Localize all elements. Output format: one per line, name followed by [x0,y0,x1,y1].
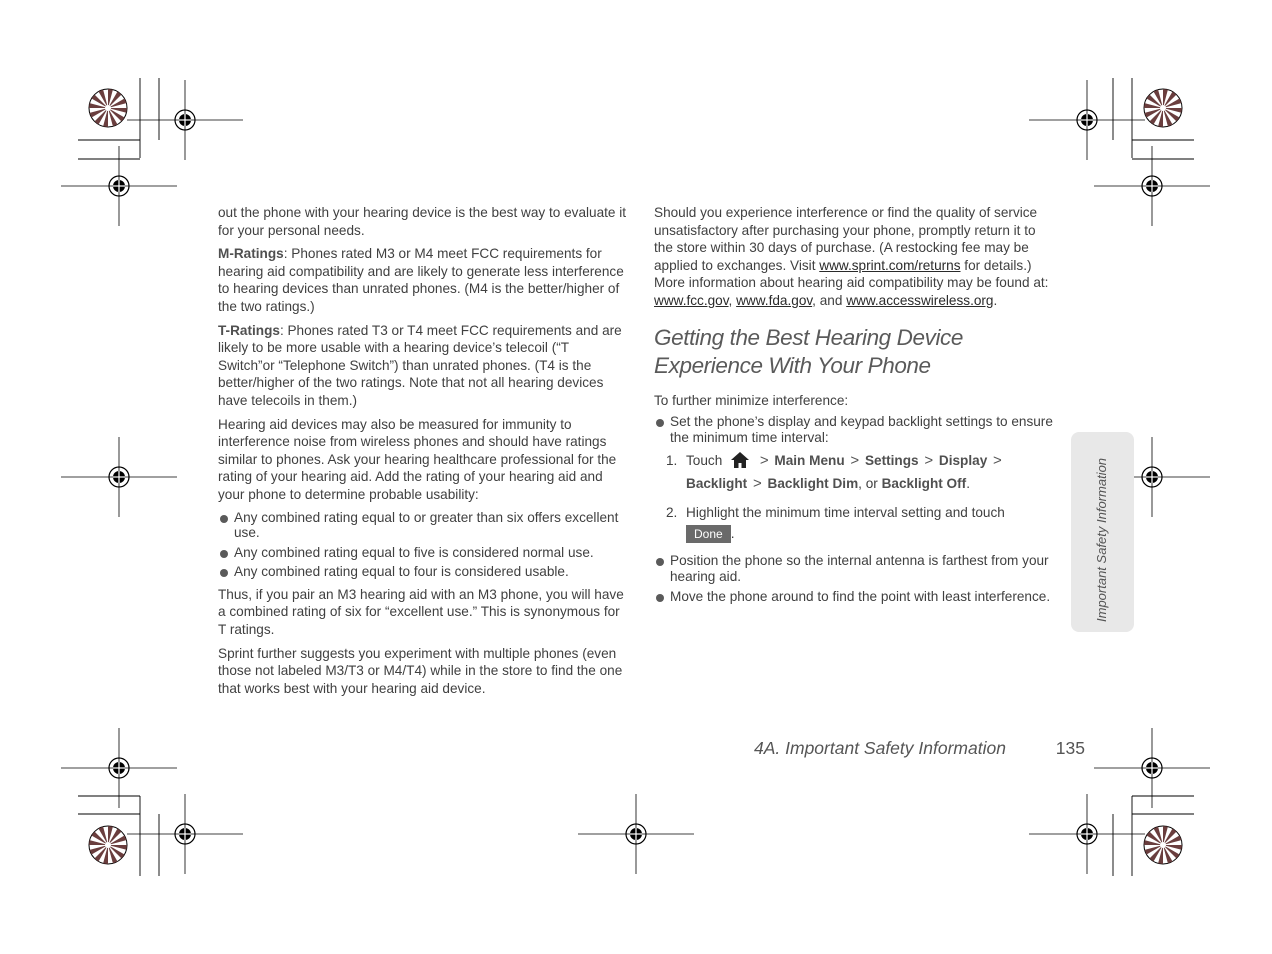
footer-section-title: 4A. Important Safety Information [754,738,1006,758]
m-ratings-label: M-Ratings [218,246,284,262]
left-column [218,204,628,703]
step-number: 2. [666,505,678,521]
t-ratings-label: T-Ratings [218,322,280,338]
section-intro: To further minimize interference: [654,392,849,408]
menu-display[interactable]: Display [938,453,988,469]
list-item: Set the phone’s display and keypad backlight settings to ensure the minimum time interval: [654,414,1054,445]
list-item: Any combined rating equal to four is considered usable. [218,564,628,580]
period: . [993,292,998,308]
return-text-b: for details.) More information about hearing aid compatibility may be found at: [654,257,1049,291]
fda-link[interactable]: www.fda.gov [736,292,813,308]
chevron-separator: > [752,475,762,493]
section-heading [654,324,1054,380]
menu-main-menu[interactable]: Main Menu [774,453,845,469]
step-2-text: Highlight the minimum time interval setting and touch [686,505,1005,521]
suggestion-paragraph: Sprint further suggests you experiment with multiple phones (even those not labeled M3/T3 or M4/T4) while in the store to find the one that works best with your hearing aid device. [218,645,623,696]
list-item: Any combined rating equal to or greater than six offers excellent use. [218,510,628,541]
return-paragraph [654,204,1054,310]
fcc-link[interactable]: www.fcc.gov [654,292,729,308]
right-column [654,204,1054,608]
menu-backlight-off[interactable]: Backlight Off [881,476,967,492]
step-touch-text: Touch [686,453,723,469]
intro-paragraph: out the phone with your hearing device is the best way to evaluate it for your personal needs. [218,205,627,238]
heading-line-1: Getting the Best Hearing Device [654,324,964,350]
step-1 [654,451,1054,493]
separator: , [728,292,737,308]
period: . [966,476,970,492]
chevron-separator: > [759,452,769,470]
period: . [730,526,735,542]
example-paragraph: Thus, if you pair an M3 hearing aid with an M3 phone, you will have a combined rating of six for “excellent use.” This is synonymous for T ratings. [218,586,624,638]
m-ratings-text: : Phones rated M3 or M4 meet FCC requirements for hearing aid compatibility and are likely to generate less interference to hearing devices than unrated phones. (M4 is the better/higher of the two ratings.) [218,246,624,314]
or-text: , or [858,476,882,492]
step-2 [654,503,1054,543]
accesswireless-link[interactable]: www.accesswireless.org [846,292,994,308]
t-ratings-text: : Phones rated T3 or T4 meet FCC requirements and are likely to be more usable with a hearing device’s telecoil (“T Switch”or “Telephone Switch”) than unrated phones. (T4 is the better/higher of the two ratings. Note that not all hearing devices have telecoils in them.) [218,322,622,408]
immunity-paragraph: Hearing aid devices may also be measured for immunity to interference noise from wireless phones and should have ratings similar to phones. Ask your hearing healthcare professional for the rating of your hearing aid. Add the rating of your hearing aid and your phone to determine probable usability: [218,416,617,502]
list-item: Move the phone around to find the point with least interference. [654,589,1054,605]
done-button[interactable]: Done [686,525,731,543]
chevron-separator: > [850,452,860,470]
menu-backlight[interactable]: Backlight [686,476,748,492]
return-text-a: Should you experience interference or find the quality of service unsatisfactory after purchasing your phone, promptly return it to the store within 30 days of purchase. (A restocking fee may be applied to exchanges. Visit [654,205,1038,273]
step-number: 1. [666,453,678,469]
m-ratings-paragraph [218,245,628,315]
sprint-returns-link[interactable]: www.sprint.com/returns [819,257,961,273]
side-section-tab [1071,432,1134,632]
side-tab-label: Important Safety Information [1094,457,1109,622]
list-item: Any combined rating equal to five is considered normal use. [218,545,628,561]
page-number: 135 [1055,738,1085,758]
separator: , and [812,292,847,308]
t-ratings-paragraph [218,322,628,410]
menu-settings[interactable]: Settings [864,453,919,469]
home-icon[interactable] [730,451,750,474]
list-item: Position the phone so the internal antenna is farthest from your hearing aid. [654,553,1054,584]
chevron-separator: > [924,452,934,470]
menu-backlight-dim[interactable]: Backlight Dim [767,476,859,492]
heading-line-2: Experience With Your Phone [654,352,931,378]
chevron-separator: > [993,452,1002,470]
